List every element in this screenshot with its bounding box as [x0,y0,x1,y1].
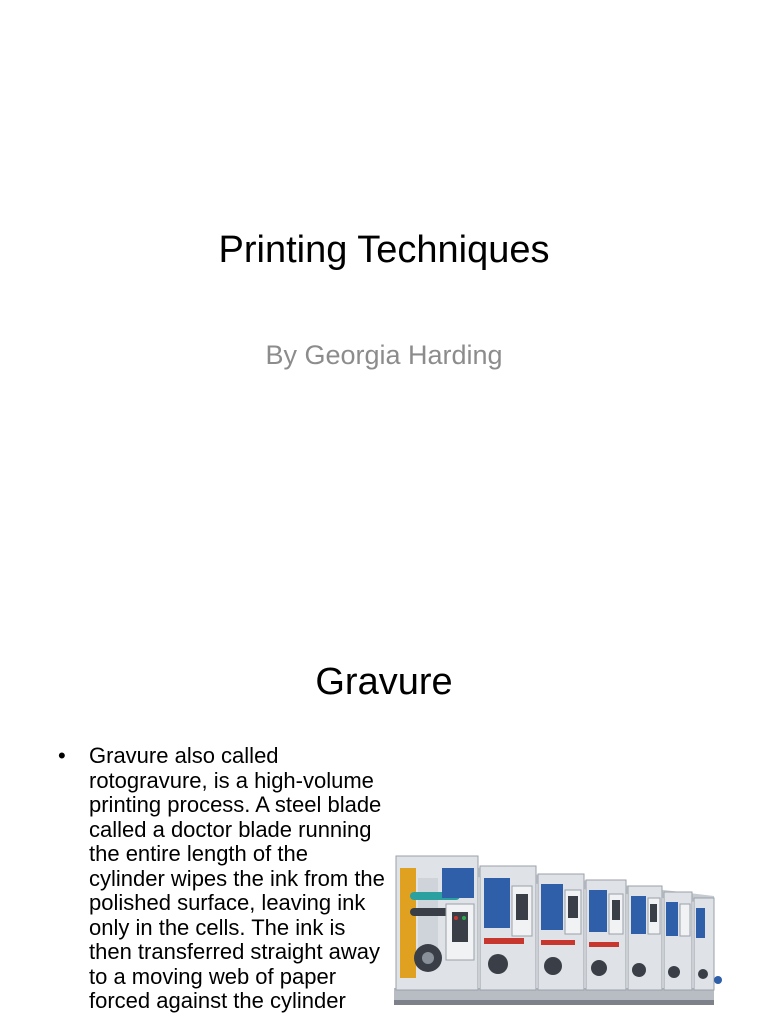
bullet-list [58,744,388,1014]
bullet-text: Gravure also called rotogravure, is a high-volume printing process. A steel blade called a doctor blade running the entire length of the cylinder wipes the ink from the polished surface, leaving ink only in the cells. The ink is then transferred straight away to a moving web of paper forced against the cylinder [89,743,385,1013]
bullet-point-icon: • [58,743,66,768]
gravure-printing-machine-image [388,838,730,1013]
slide-subtitle: By Georgia Harding [265,340,503,370]
slide-title: Gravure [315,661,453,703]
gravure-slide [0,576,768,1024]
slide-title: Printing Techniques [218,229,550,271]
